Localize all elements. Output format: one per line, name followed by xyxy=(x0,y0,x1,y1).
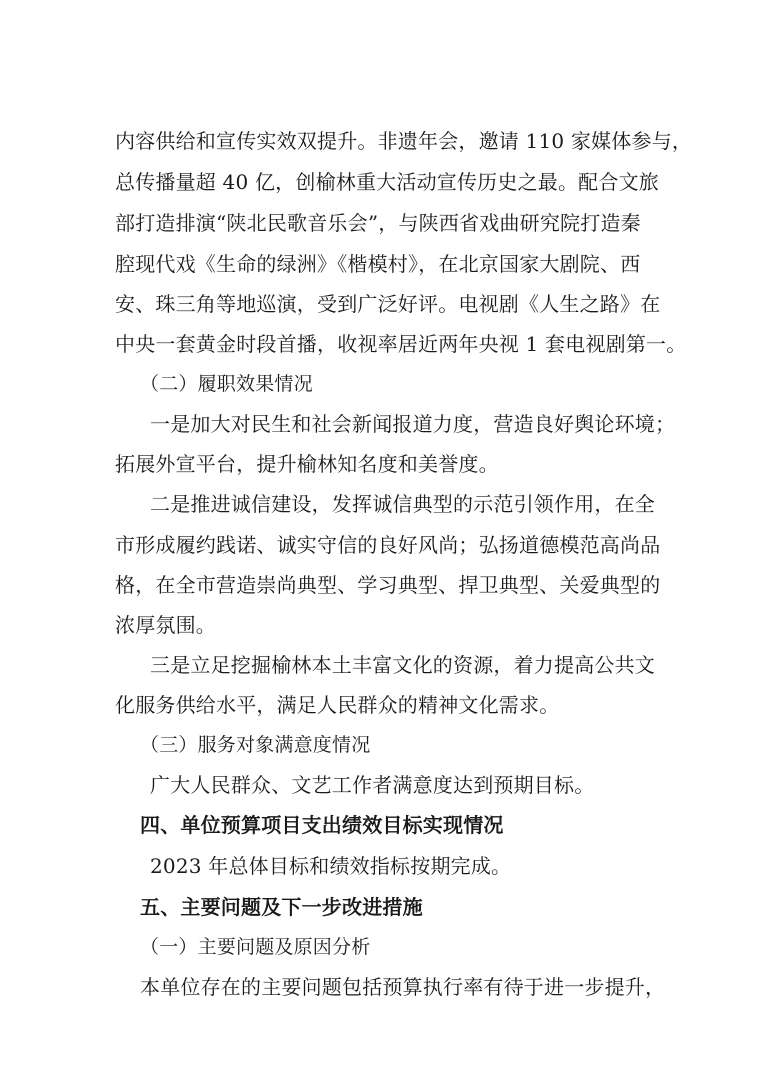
paragraph-first-line: 二是推进诚信建设，发挥诚信典型的示范引领作用，在全 xyxy=(150,492,655,516)
section-subheading: （三）服务对象满意度情况 xyxy=(140,734,371,756)
paragraph-first-line: 一是加大对民生和社会新闻报道力度，营造良好舆论环境； xyxy=(150,412,676,436)
section-subheading: （二）履职效果情况 xyxy=(140,373,313,395)
body-text-line: 市形成履约践诺、诚实守信的良好风尚；弘扬道德模范高尚品 xyxy=(115,533,661,557)
body-text-line: 格，在全市营造崇尚典型、学习典型、捍卫典型、关爱典型的 xyxy=(115,573,661,597)
body-text-line: 内容供给和宣传实效双提升。非遗年会，邀请 110 家媒体参与， xyxy=(115,129,693,153)
paragraph-first-line: 三是立足挖掘榆林本土丰富文化的资源，着力提高公共文 xyxy=(150,653,655,677)
body-text-line: 总传播量超 40 亿，创榆林重大活动宣传历史之最。配合文旅 xyxy=(115,170,659,194)
body-text-line: 浓厚氛围。 xyxy=(115,613,216,637)
paragraph-first-line: 2023 年总体目标和绩效指标按期完成。 xyxy=(150,854,512,878)
body-text-line: 部打造排演“陕北民歌音乐会”，与陕西省戏曲研究院打造秦 xyxy=(115,211,641,235)
paragraph-first-line: 广大人民群众、文艺工作者满意度达到预期目标。 xyxy=(150,773,595,797)
body-text-line: 拓展外宣平台，提升榆林知名度和美誉度。 xyxy=(115,452,499,476)
section-heading: 五、主要问题及下一步改进措施 xyxy=(140,895,423,919)
section-heading: 四、单位预算项目支出绩效目标实现情况 xyxy=(140,813,504,837)
section-subheading: （一）主要问题及原因分析 xyxy=(140,936,371,958)
body-text-line: 中央一套黄金时段首播，收视率居近两年央视 1 套电视剧第一。 xyxy=(115,332,687,356)
paragraph-first-line: 本单位存在的主要问题包括预算执行率有待于进一步提升， xyxy=(140,975,666,999)
body-text-line: 化服务供给水平，满足人民群众的精神文化需求。 xyxy=(115,693,560,717)
body-text-line: 安、珠三角等地巡演，受到广泛好评。电视剧《人生之路》在 xyxy=(115,292,661,316)
body-text-line: 腔现代戏《生命的绿洲》《楷模村》，在北京国家大剧院、西 xyxy=(115,252,641,276)
